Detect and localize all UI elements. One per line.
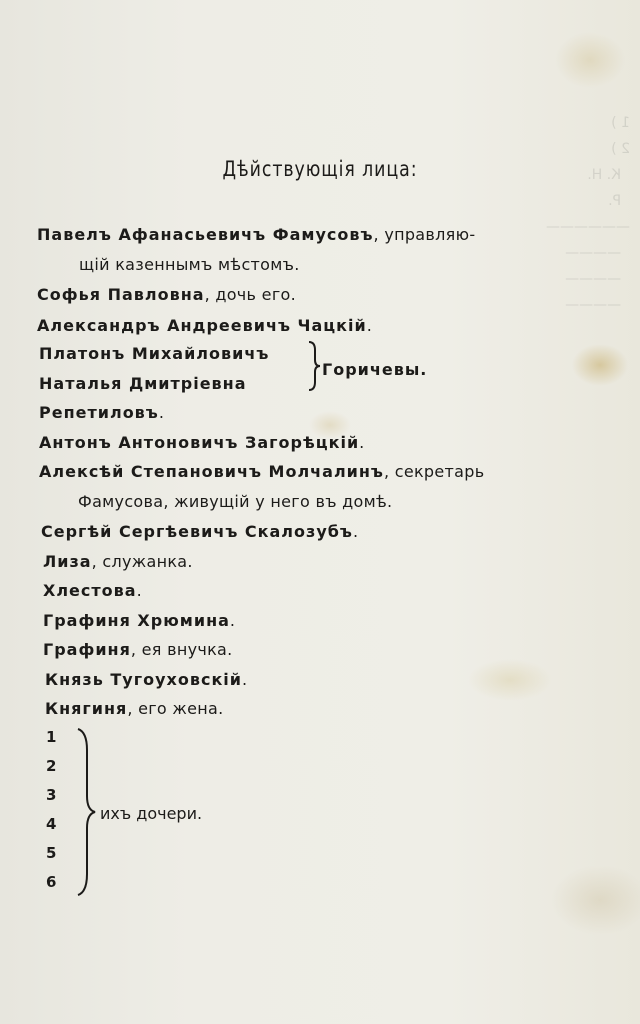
role-desc: , ея внучка. <box>130 640 233 659</box>
role-desc: , служанка. <box>91 552 193 571</box>
brace-icon <box>72 726 98 898</box>
role-desc: , дочь его. <box>204 285 296 304</box>
role-line <box>39 374 247 394</box>
role-continuation: Фамусова, живущій у него въ домѣ. <box>78 492 393 511</box>
daughter-number: 5 <box>46 844 57 862</box>
role-name: Софья Павловна <box>37 285 205 304</box>
role-name: Графиня <box>43 640 131 659</box>
role-line <box>37 316 372 336</box>
family-label: Горичевы. <box>322 360 428 379</box>
role-desc: . <box>359 433 365 452</box>
role-desc: , его жена. <box>127 699 224 718</box>
role-name: Антонъ Антоновичъ Загорѣцкій <box>39 433 360 452</box>
role-desc: . <box>352 522 359 541</box>
role-desc: . <box>229 611 236 630</box>
role-name: Александръ Андреевичъ Чацкій <box>37 316 367 335</box>
role-line <box>39 403 164 423</box>
role-desc: . <box>136 581 142 600</box>
role-name: Репетиловъ <box>39 403 159 422</box>
role-line <box>37 285 296 305</box>
daughters-label: ихъ дочери. <box>100 804 203 823</box>
daughter-number: 3 <box>46 786 57 804</box>
role-line <box>43 552 193 572</box>
role-desc: , секретарь <box>383 462 485 481</box>
role-name: Графиня Хрюмина <box>43 611 230 630</box>
role-line <box>45 699 224 719</box>
page-title: Дѣйствующія лица: <box>222 157 418 181</box>
role-line <box>45 670 247 690</box>
role-line <box>39 344 269 364</box>
role-continuation: щій казеннымъ мѣстомъ. <box>79 255 300 274</box>
role-name: Княгиня <box>45 699 128 718</box>
bleed-through-text: 1 ) 2 ) К. Н. Р. —————— ———— ———— ———— <box>546 115 630 313</box>
role-name: Платонъ Михайловичъ <box>39 344 270 363</box>
daughter-number: 6 <box>46 873 57 891</box>
role-name: Хлестова <box>43 581 137 600</box>
daughter-number: 4 <box>46 815 57 833</box>
role-name: Алексѣй Степановичъ Молчалинъ <box>39 462 384 481</box>
role-line <box>43 611 235 631</box>
role-name: Сергѣй Сергѣевичъ Скалозубъ <box>41 522 353 541</box>
role-name: Наталья Дмитріевна <box>39 374 247 393</box>
role-line <box>43 640 233 660</box>
daughter-number: 1 <box>46 728 57 746</box>
role-name: Павелъ Афанасьевичъ Фамусовъ <box>37 225 374 244</box>
role-line <box>39 462 484 482</box>
role-desc: , управляю- <box>373 225 476 244</box>
role-line <box>39 433 365 453</box>
role-line <box>37 225 475 245</box>
role-line <box>41 522 358 542</box>
brace-icon <box>306 340 322 392</box>
role-desc: . <box>158 403 165 422</box>
role-name: Лиза <box>43 552 92 571</box>
daughter-number: 2 <box>46 757 57 775</box>
role-desc: . <box>366 316 373 335</box>
role-desc: . <box>242 670 248 689</box>
role-line <box>43 581 142 601</box>
role-name: Князь Тугоуховскій <box>45 670 242 689</box>
